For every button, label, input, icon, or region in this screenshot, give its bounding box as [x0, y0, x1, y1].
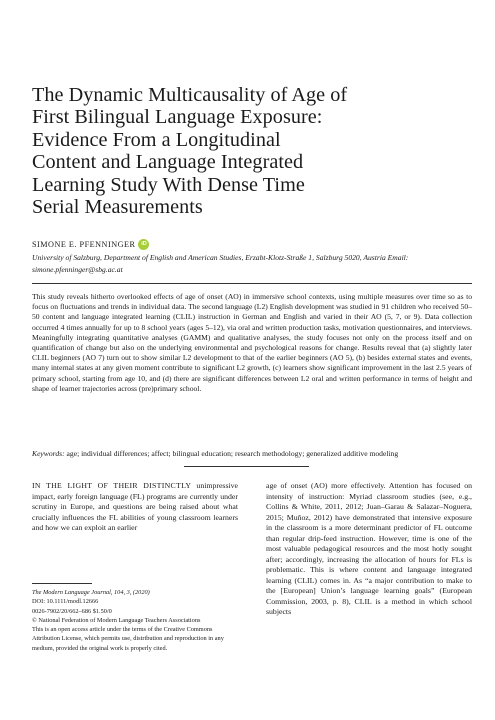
author-line	[32, 237, 149, 251]
body-left-text: unimpressive impact, early foreign language (FL) programs are currently under scrutiny in Europe, and questions are being raised about what crucially influences the FL abilities of young classroom learners and how we can exploit an earlier	[32, 481, 238, 532]
keywords-text: age; individual differences; affect; bilingual education; research methodology; generalized additive modeling	[66, 449, 399, 458]
footnote-block	[32, 588, 238, 653]
doi[interactable]: DOI: 10.1111/modl.12666	[32, 598, 99, 606]
orcid-icon[interactable]: iD	[138, 239, 149, 250]
journal-citation: The Modern Language Journal, 104, 3, (2020)	[32, 589, 150, 596]
keywords-label: Keywords:	[32, 449, 65, 458]
intro-small-caps: IN THE LIGHT OF THEIR DISTINCTLY	[32, 481, 192, 490]
section-divider	[184, 466, 309, 467]
abstract: This study reveals hitherto overlooked effects of age of onset (AO) in immersive school contexts, using multiple measures over time so as to focus on fluctuations and trends in individual data. The second language (L2) English development was studied in 91 children who received 50–50 content and language integrated learning (CLIL) instruction in German and English and varied in their AO (5, 7, or 9). Data collection occurred 4 times annually for up to 8 school years (ages 5–12), via oral and written production tasks, motivation questionnaires, and interviews. Meaningfully integrating quantitative analyses (GAMM) and qualitative analyses, the study focuses not only on the process itself and on quantification of change but also on the underlying environmental and psychological reasons for change. Results reveal that (a) slightly later CLIL beginners (AO 7) turn out to show similar L2 development to that of the earlier beginners (AO 5), (b) besides external states and events, many internal states at any given moment contribute to significant L2 growth, (c) learners show significant improvement in the last 2.5 years of primary school, starting from age 10, and (d) there are significant differences between L2 oral and written performance in terms of height and shape of learner trajectories across (pre)primary school.	[32, 292, 472, 393]
email-link[interactable]: simone.pfenninger@sbg.ac.at	[32, 264, 123, 274]
body-column-right: age of onset (AO) more effectively. Attention has focused on intensity of instruction: Myriad classroom studies (see, e.g., Collins & White, 2011, 2012; Juan–Garau & Salazar–Noguera, 2015; Muñoz, 2012) have demonstrated that intensive exposure in the classroom is a more determinant predictor of FL outcome than regular drip-feed instruction. However, time is one of the most valuable pedagogical resources and the most hotly sought after; accordingly, increasing the allocation of hours for FLs is problematic. This is where content and language integrated learning (CLIL) comes in. As “a major contribution to make to the [European] Union’s language learning goals” (European Commission, 2003, p. 8), CLIL is a method in which school subjects	[266, 481, 472, 616]
issn: 0026-7902/20/662–686 $1.50/0	[32, 607, 112, 615]
affiliation-text: University of Salzburg, Department of English and American Studies, Erzabt-Klotz-Straße 1, Salzburg 5020, Austria	[32, 253, 386, 262]
email-label: Email:	[387, 253, 409, 262]
license-notice: This is an open access article under the terms of the Creative Commons Attribution License, which permits use, distribution and reproduction in any medium, provided the original work is properly cited.	[32, 626, 224, 652]
article-title: The Dynamic Multicausality of Age of First Bilingual Language Exposure: Evidence From a Longitudinal Content and Language Integrated Learning Study With Dense Time Serial Measurements	[32, 84, 348, 219]
author-affiliation	[32, 252, 472, 276]
abstract-top-rule	[32, 283, 472, 284]
keywords	[32, 449, 472, 459]
body-column-left	[32, 481, 238, 534]
author-name: SIMONE E. PFENNINGER	[32, 239, 136, 249]
footnote-rule	[32, 583, 92, 584]
copyright: © National Federation of Modern Language Teachers Associations	[32, 616, 201, 624]
